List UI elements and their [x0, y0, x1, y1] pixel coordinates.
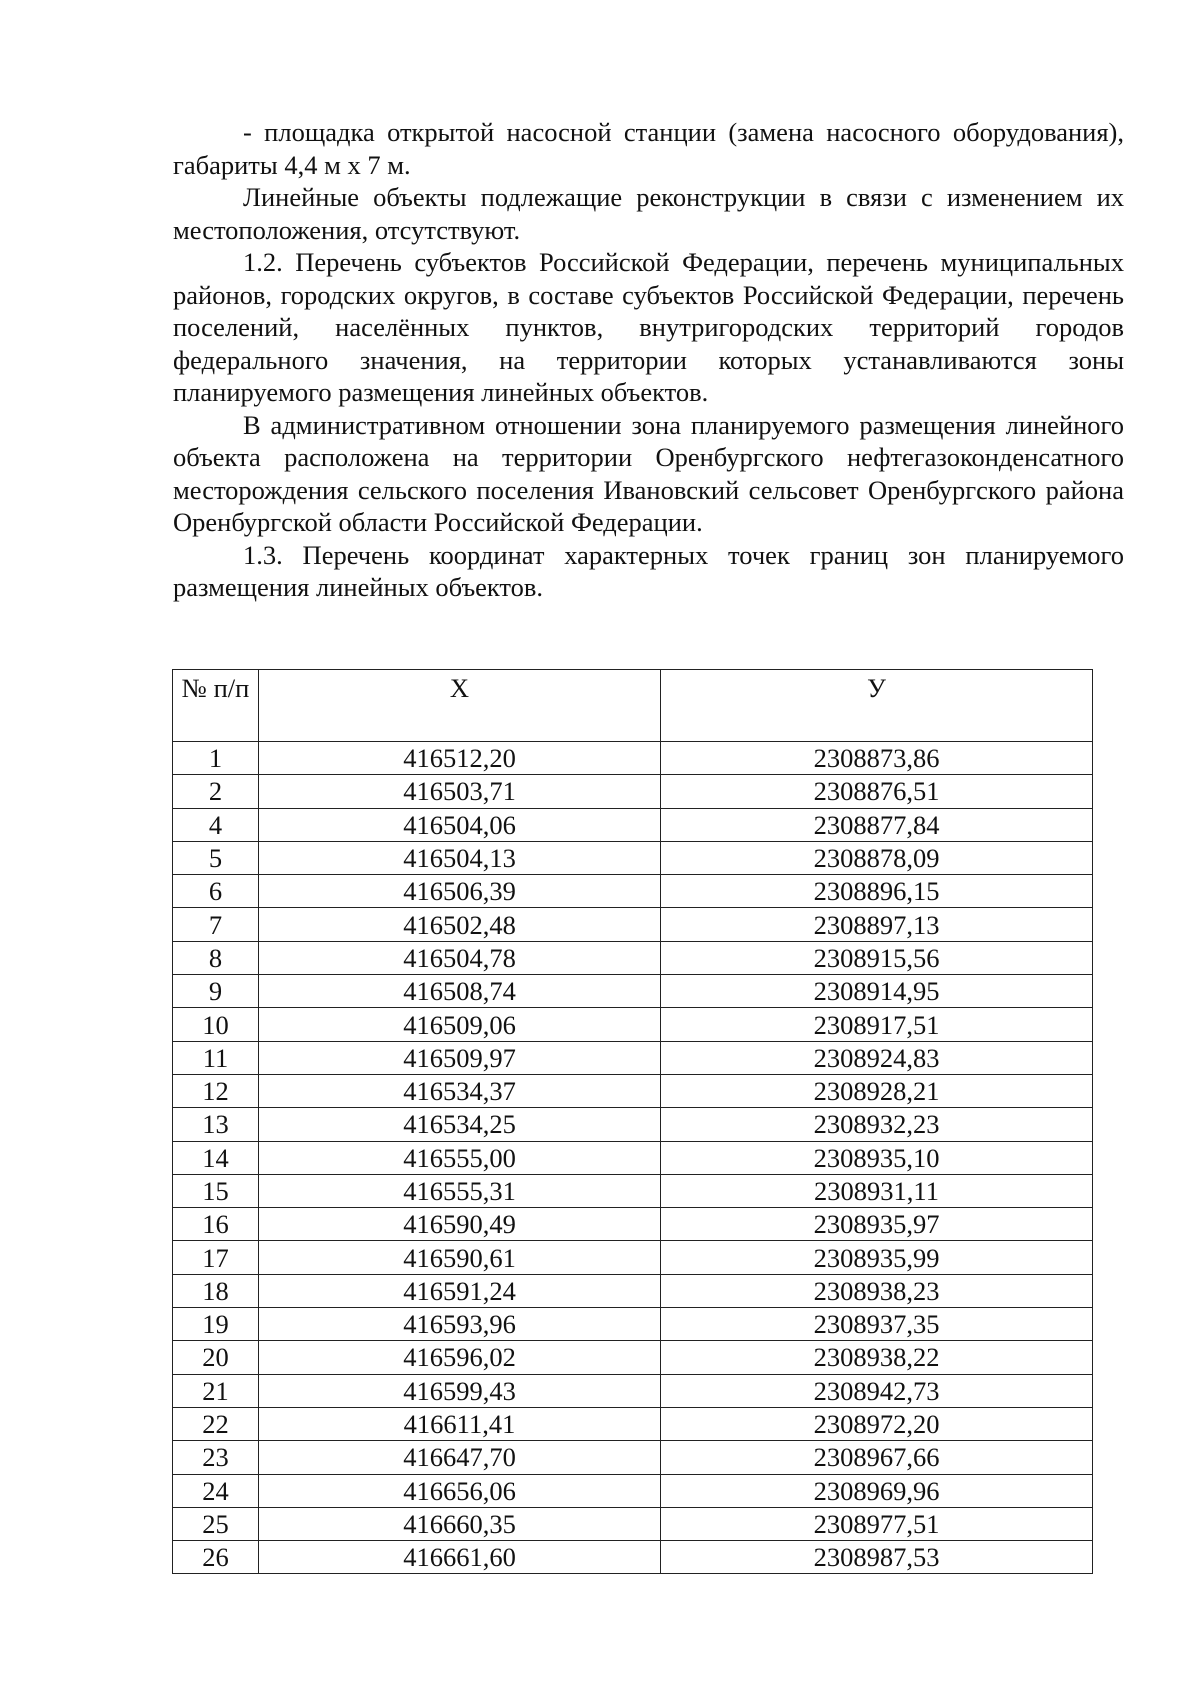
table-row	[173, 875, 1093, 908]
cell-y: 2308915,56	[661, 941, 1093, 974]
table-row	[173, 1041, 1093, 1074]
cell-y: 2308987,53	[661, 1541, 1093, 1574]
header-y: У	[661, 670, 1093, 742]
cell-number: 20	[173, 1341, 259, 1374]
cell-y: 2308937,35	[661, 1308, 1093, 1341]
cell-x: 416599,43	[259, 1374, 661, 1407]
cell-y: 2308878,09	[661, 841, 1093, 874]
cell-x: 416504,06	[259, 808, 661, 841]
table-row	[173, 808, 1093, 841]
cell-x: 416590,61	[259, 1241, 661, 1274]
cell-y: 2308938,22	[661, 1341, 1093, 1374]
cell-number: 13	[173, 1108, 259, 1141]
document-body	[173, 116, 1124, 604]
cell-y: 2308935,99	[661, 1241, 1093, 1274]
table-row	[173, 1074, 1093, 1107]
cell-number: 21	[173, 1374, 259, 1407]
table-row	[173, 1108, 1093, 1141]
cell-number: 23	[173, 1441, 259, 1474]
cell-x: 416502,48	[259, 908, 661, 941]
cell-x: 416534,37	[259, 1074, 661, 1107]
cell-number: 4	[173, 808, 259, 841]
cell-x: 416508,74	[259, 975, 661, 1008]
cell-x: 416534,25	[259, 1108, 661, 1141]
table-row	[173, 1441, 1093, 1474]
cell-y: 2308969,96	[661, 1474, 1093, 1507]
header-x: Х	[259, 670, 661, 742]
cell-y: 2308931,11	[661, 1174, 1093, 1207]
table-row	[173, 1241, 1093, 1274]
table-row	[173, 908, 1093, 941]
coordinates-table	[172, 669, 1093, 1574]
cell-number: 24	[173, 1474, 259, 1507]
cell-x: 416504,13	[259, 841, 661, 874]
table-row	[173, 1008, 1093, 1041]
cell-number: 9	[173, 975, 259, 1008]
cell-y: 2308877,84	[661, 808, 1093, 841]
table-row	[173, 1541, 1093, 1574]
cell-number: 26	[173, 1541, 259, 1574]
cell-x: 416647,70	[259, 1441, 661, 1474]
cell-y: 2308932,23	[661, 1108, 1093, 1141]
cell-y: 2308928,21	[661, 1074, 1093, 1107]
cell-x: 416661,60	[259, 1541, 661, 1574]
cell-y: 2308942,73	[661, 1374, 1093, 1407]
cell-number: 25	[173, 1507, 259, 1540]
cell-y: 2308935,97	[661, 1208, 1093, 1241]
cell-number: 2	[173, 775, 259, 808]
cell-x: 416611,41	[259, 1407, 661, 1440]
cell-y: 2308977,51	[661, 1507, 1093, 1540]
table-row	[173, 1507, 1093, 1540]
cell-number: 16	[173, 1208, 259, 1241]
cell-y: 2308897,13	[661, 908, 1093, 941]
cell-x: 416512,20	[259, 742, 661, 775]
table-row	[173, 1308, 1093, 1341]
cell-number: 1	[173, 742, 259, 775]
cell-x: 416509,06	[259, 1008, 661, 1041]
cell-y: 2308873,86	[661, 742, 1093, 775]
cell-number: 14	[173, 1141, 259, 1174]
cell-x: 416506,39	[259, 875, 661, 908]
cell-number: 6	[173, 875, 259, 908]
table-row	[173, 1474, 1093, 1507]
table-body	[173, 742, 1093, 1574]
table-header-row	[173, 670, 1093, 742]
table-row	[173, 742, 1093, 775]
cell-x: 416660,35	[259, 1507, 661, 1540]
table-row	[173, 1174, 1093, 1207]
header-number: № п/п	[173, 670, 259, 742]
cell-y: 2308917,51	[661, 1008, 1093, 1041]
cell-y: 2308935,10	[661, 1141, 1093, 1174]
cell-number: 7	[173, 908, 259, 941]
cell-y: 2308938,23	[661, 1274, 1093, 1307]
cell-y: 2308967,66	[661, 1441, 1093, 1474]
table-row	[173, 1274, 1093, 1307]
table-row	[173, 975, 1093, 1008]
paragraph-section-1-3: 1.3. Перечень координат характерных точек границ зон планируемого размещения линейных объектов.	[173, 539, 1124, 602]
paragraph-administrative: В административном отношении зона планируемого размещения линейного объекта расположена на территории Оренбургского нефтегазоконденсатного месторождения сельского поселения Ивановский сельсовет Оренбургского района Оренбургской области Российской Федерации.	[173, 409, 1124, 537]
table-row	[173, 775, 1093, 808]
cell-x: 416503,71	[259, 775, 661, 808]
cell-y: 2308972,20	[661, 1407, 1093, 1440]
table-row	[173, 1407, 1093, 1440]
table-row	[173, 1141, 1093, 1174]
cell-x: 416593,96	[259, 1308, 661, 1341]
paragraph-section-1-2: 1.2. Перечень субъектов Российской Федерации, перечень муниципальных районов, городских округов, в составе субъектов Российской Федерации, перечень поселений, населённых пунктов, внутригородских территорий городов федерального значения, на территории которых устанавливаются зоны планируемого размещения линейных объектов.	[173, 247, 1124, 407]
table-row	[173, 1374, 1093, 1407]
cell-x: 416555,31	[259, 1174, 661, 1207]
cell-y: 2308876,51	[661, 775, 1093, 808]
cell-x: 416504,78	[259, 941, 661, 974]
paragraph-linear-objects: Линейные объекты подлежащие реконструкции в связи с изменением их местоположения, отсутствуют.	[173, 182, 1124, 245]
cell-x: 416590,49	[259, 1208, 661, 1241]
table-row	[173, 1208, 1093, 1241]
cell-x: 416555,00	[259, 1141, 661, 1174]
cell-number: 10	[173, 1008, 259, 1041]
cell-x: 416596,02	[259, 1341, 661, 1374]
cell-y: 2308924,83	[661, 1041, 1093, 1074]
cell-y: 2308914,95	[661, 975, 1093, 1008]
cell-number: 15	[173, 1174, 259, 1207]
cell-number: 11	[173, 1041, 259, 1074]
cell-number: 18	[173, 1274, 259, 1307]
table-row	[173, 1341, 1093, 1374]
cell-y: 2308896,15	[661, 875, 1093, 908]
table-row	[173, 841, 1093, 874]
cell-x: 416509,97	[259, 1041, 661, 1074]
paragraph-pump-station: - площадка открытой насосной станции (замена насосного оборудования), габариты 4,4 м х 7 м.	[173, 117, 1124, 180]
cell-number: 12	[173, 1074, 259, 1107]
cell-number: 22	[173, 1407, 259, 1440]
table-row	[173, 941, 1093, 974]
cell-number: 19	[173, 1308, 259, 1341]
cell-x: 416591,24	[259, 1274, 661, 1307]
cell-number: 8	[173, 941, 259, 974]
cell-number: 17	[173, 1241, 259, 1274]
cell-x: 416656,06	[259, 1474, 661, 1507]
cell-number: 5	[173, 841, 259, 874]
